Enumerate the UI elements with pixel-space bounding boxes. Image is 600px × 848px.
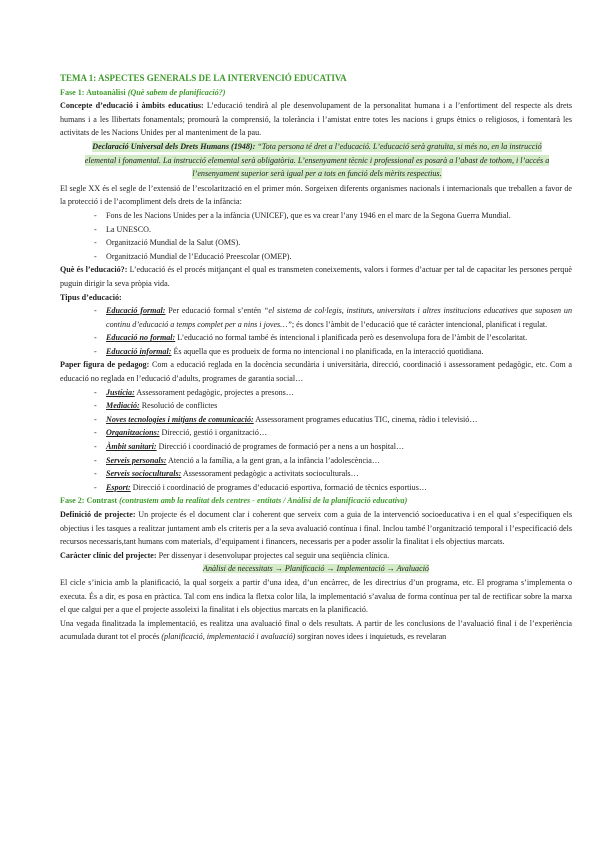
list-item: - Serveis socioculturals: Assessorament pedagògic a activitats socioculturals… <box>94 467 572 481</box>
list-item: - Àmbit sanitari: Direcció i coordinació de programes de formació per a nens a un hospital… <box>94 440 572 454</box>
concept-text: L’educació tendirà al ple desenvolupament de la personalitat humana i a l’enfortiment del respecte als drets humans i a les llibertats fonamentals; promourà la comprensió, la tolerància i l’amistat entre totes les nacions i grups ètnics o religiosos, i fomentarà les activitats de les Nacions Unides per al manteniment de la pau. <box>60 101 572 138</box>
list-item: - Organitzacions: Direcció, gestió i organització… <box>94 426 572 440</box>
list-item: - Organització Mundial de la Salut (OMS). <box>94 236 572 250</box>
list-item: - Educació informal: És aquella que es produeix de forma no intencional i no planificada, en la interacció quotidiana. <box>94 345 572 359</box>
what-is-education-term: Què és l’educació?: <box>60 265 128 275</box>
list-item: - Organització Mundial de l’Educació Preescolar (OMEP). <box>94 250 572 264</box>
pedagogue-areas-list <box>60 386 572 495</box>
pedagogue-term: Paper figura de pedagog: <box>60 360 150 370</box>
list-item: - Justícia: Assessorament pedagògic, projectes a presons… <box>94 386 572 400</box>
phase1-heading <box>60 86 572 100</box>
project-definition-text: Un projecte és el document clar i coherent que serveix com a guia de la intervenció socioeducativa i en el qual s’especifiquen els objectius i les tasques a realitzar juntament amb els criteris per a la seva avaluació contínua i final. Inclou també l’organització temporal i l’especificació dels recursos necessaris,tant humans com materials, d’equipament i financers, necessaris per a poder assolir la finalitat i els objectius marcats. <box>60 510 572 547</box>
what-is-education-text: L’educació és el procés mitjançant el qual es transmeten coneixements, valors i formes d’actuar per tal de capacitar les persones perquè puguin dirigir la seva pròpia vida. <box>60 265 572 288</box>
what-is-education-paragraph <box>60 263 572 290</box>
formal-quote: “el sistema de col·legis, instituts, universitats i altres institucions educatives que suposen un continu d’educació a temps complet per a nins i joves…” <box>106 306 572 329</box>
education-types-heading: Tipus d’educació: <box>60 292 122 302</box>
list-item: - Mediació: Resolució de conflictes <box>94 399 572 413</box>
phase1-label: Fase 1: Autoanàlisi <box>60 87 126 97</box>
nonformal-term: Educació no formal: <box>106 333 176 343</box>
sequence-text: Anàlisi de necessitats → Planificació → Implementació → Avaluació <box>203 564 429 574</box>
pedagogue-text: Com a educació reglada en la docència secundària i universitària, direcció, coordinació i assessorament pedagògic, etc. Com a educació no reglada en l’educació d’adults, programes de garantia social… <box>60 360 572 384</box>
clinical-character-text: Per dissenyar i desenvolupar projectes cal seguir una seqüència clínica. <box>156 550 390 560</box>
list-item: - Serveis personals: Atenció a la família, a la gent gran, a la infància l’adolescència… <box>94 454 572 468</box>
declaration-term: Declaració Universal dels Drets Humans (1948): <box>92 141 256 151</box>
phase2-label: Fase 2: Contrast <box>60 496 118 506</box>
declaration-quote <box>76 140 558 181</box>
final-evaluation-paragraph: Una vegada finalitzada la implementació, es realitza una avaluació final o dels resultats. A partir de les conclusions de l’avaluació final i de l’experiència acumulada durant tot el procés (planificació, implementació i avaluació) sorgiran noves idees i inquietuds, es revelaran <box>60 618 572 642</box>
document-title: TEMA 1: ASPECTES GENERALS DE LA INTERVENCIÓ EDUCATIVA <box>60 73 347 83</box>
phase2-subtitle: (contrastem amb la realitat dels centres - entitats / Anàlisi de la planificació educativa) <box>119 496 408 506</box>
pedagogue-paragraph <box>60 358 572 385</box>
project-definition-term: Definició de projecte: <box>60 510 136 519</box>
clinical-character-paragraph <box>60 549 572 563</box>
list-item: - La UNESCO. <box>94 223 572 237</box>
list-item: - Educació formal: Per educació formal s’entén “el sistema de col·legis, instituts, universitats i altres institucions educatives que suposen un continu d’educació a temps complet per a nins i joves…”; és doncs l’àmbit de l’educació que té caràcter intencional, planificat i regulat. <box>94 304 572 331</box>
declaration-text: “Tota persona té dret a l’educació. L’educació serà gratuïta, si més no, en la instrucció elemental i fonamental. La instrucció elemental serà obligatòria. L’ensenyament tècnic i professional es posarà a l’abast de tothom, i l’accés a l’ensenyament superior serà igual per a tots en funció dels mèrits respectius. <box>84 141 550 179</box>
list-item: - Noves tecnologies i mitjans de comunicació: Assessorament programes educatius TIC, cinema, ràdio i televisió… <box>94 413 572 427</box>
formal-term: Educació formal: <box>106 306 166 316</box>
phase2-heading <box>60 494 572 508</box>
list-item: - Esport: Direcció i coordinació de programes d’educació esportiva, formació de tècnics esportius… <box>94 481 572 495</box>
list-item: - Fons de les Nacions Unides per a la infància (UNICEF), que es va crear l’any 1946 en el marc de la Segona Guerra Mundial. <box>94 209 572 223</box>
organisms-list <box>60 209 572 263</box>
clinical-character-term: Caràcter clínic del projecte: <box>60 550 157 560</box>
concept-paragraph <box>60 99 572 140</box>
phase1-subtitle: (Què sabem de planificació?) <box>127 87 226 97</box>
informal-term: Educació informal: <box>106 346 172 356</box>
project-definition-paragraph <box>60 508 572 549</box>
education-types-list <box>60 304 572 358</box>
century-paragraph: El segle XX és el segle de l’extensió de l’escolarització en el primer món. Sorgeixen diferents organismes nacionals i internacionals que treballen a favor de la protecció i de l’acompliment dels drets de la infància: <box>60 183 572 207</box>
concept-term: Concepte d’educació i àmbits educatius: <box>60 101 204 111</box>
cycle-paragraph: El cicle s’inicia amb la planificació, la qual sorgeix a partir d’una idea, d’un encàrrec, de les directrius d’un programa, etc. El programa s’implementa o executa. És a dir, es posa en pràctica. Tal com ens indica la fletxa color lila, la implementació s’avalua de forma contínua per tal de rectificar sobre la marxa el que calgui per a que el projecte assoleixi la finalitat i els objectius marcats en la planificació. <box>60 577 572 615</box>
clinical-sequence <box>60 562 572 576</box>
document-page <box>60 72 572 644</box>
list-item: - Educació no formal: L’educació no formal també és intencional i planificada però es desenvolupa fora de l’àmbit de l’escolaritat. <box>94 331 572 345</box>
